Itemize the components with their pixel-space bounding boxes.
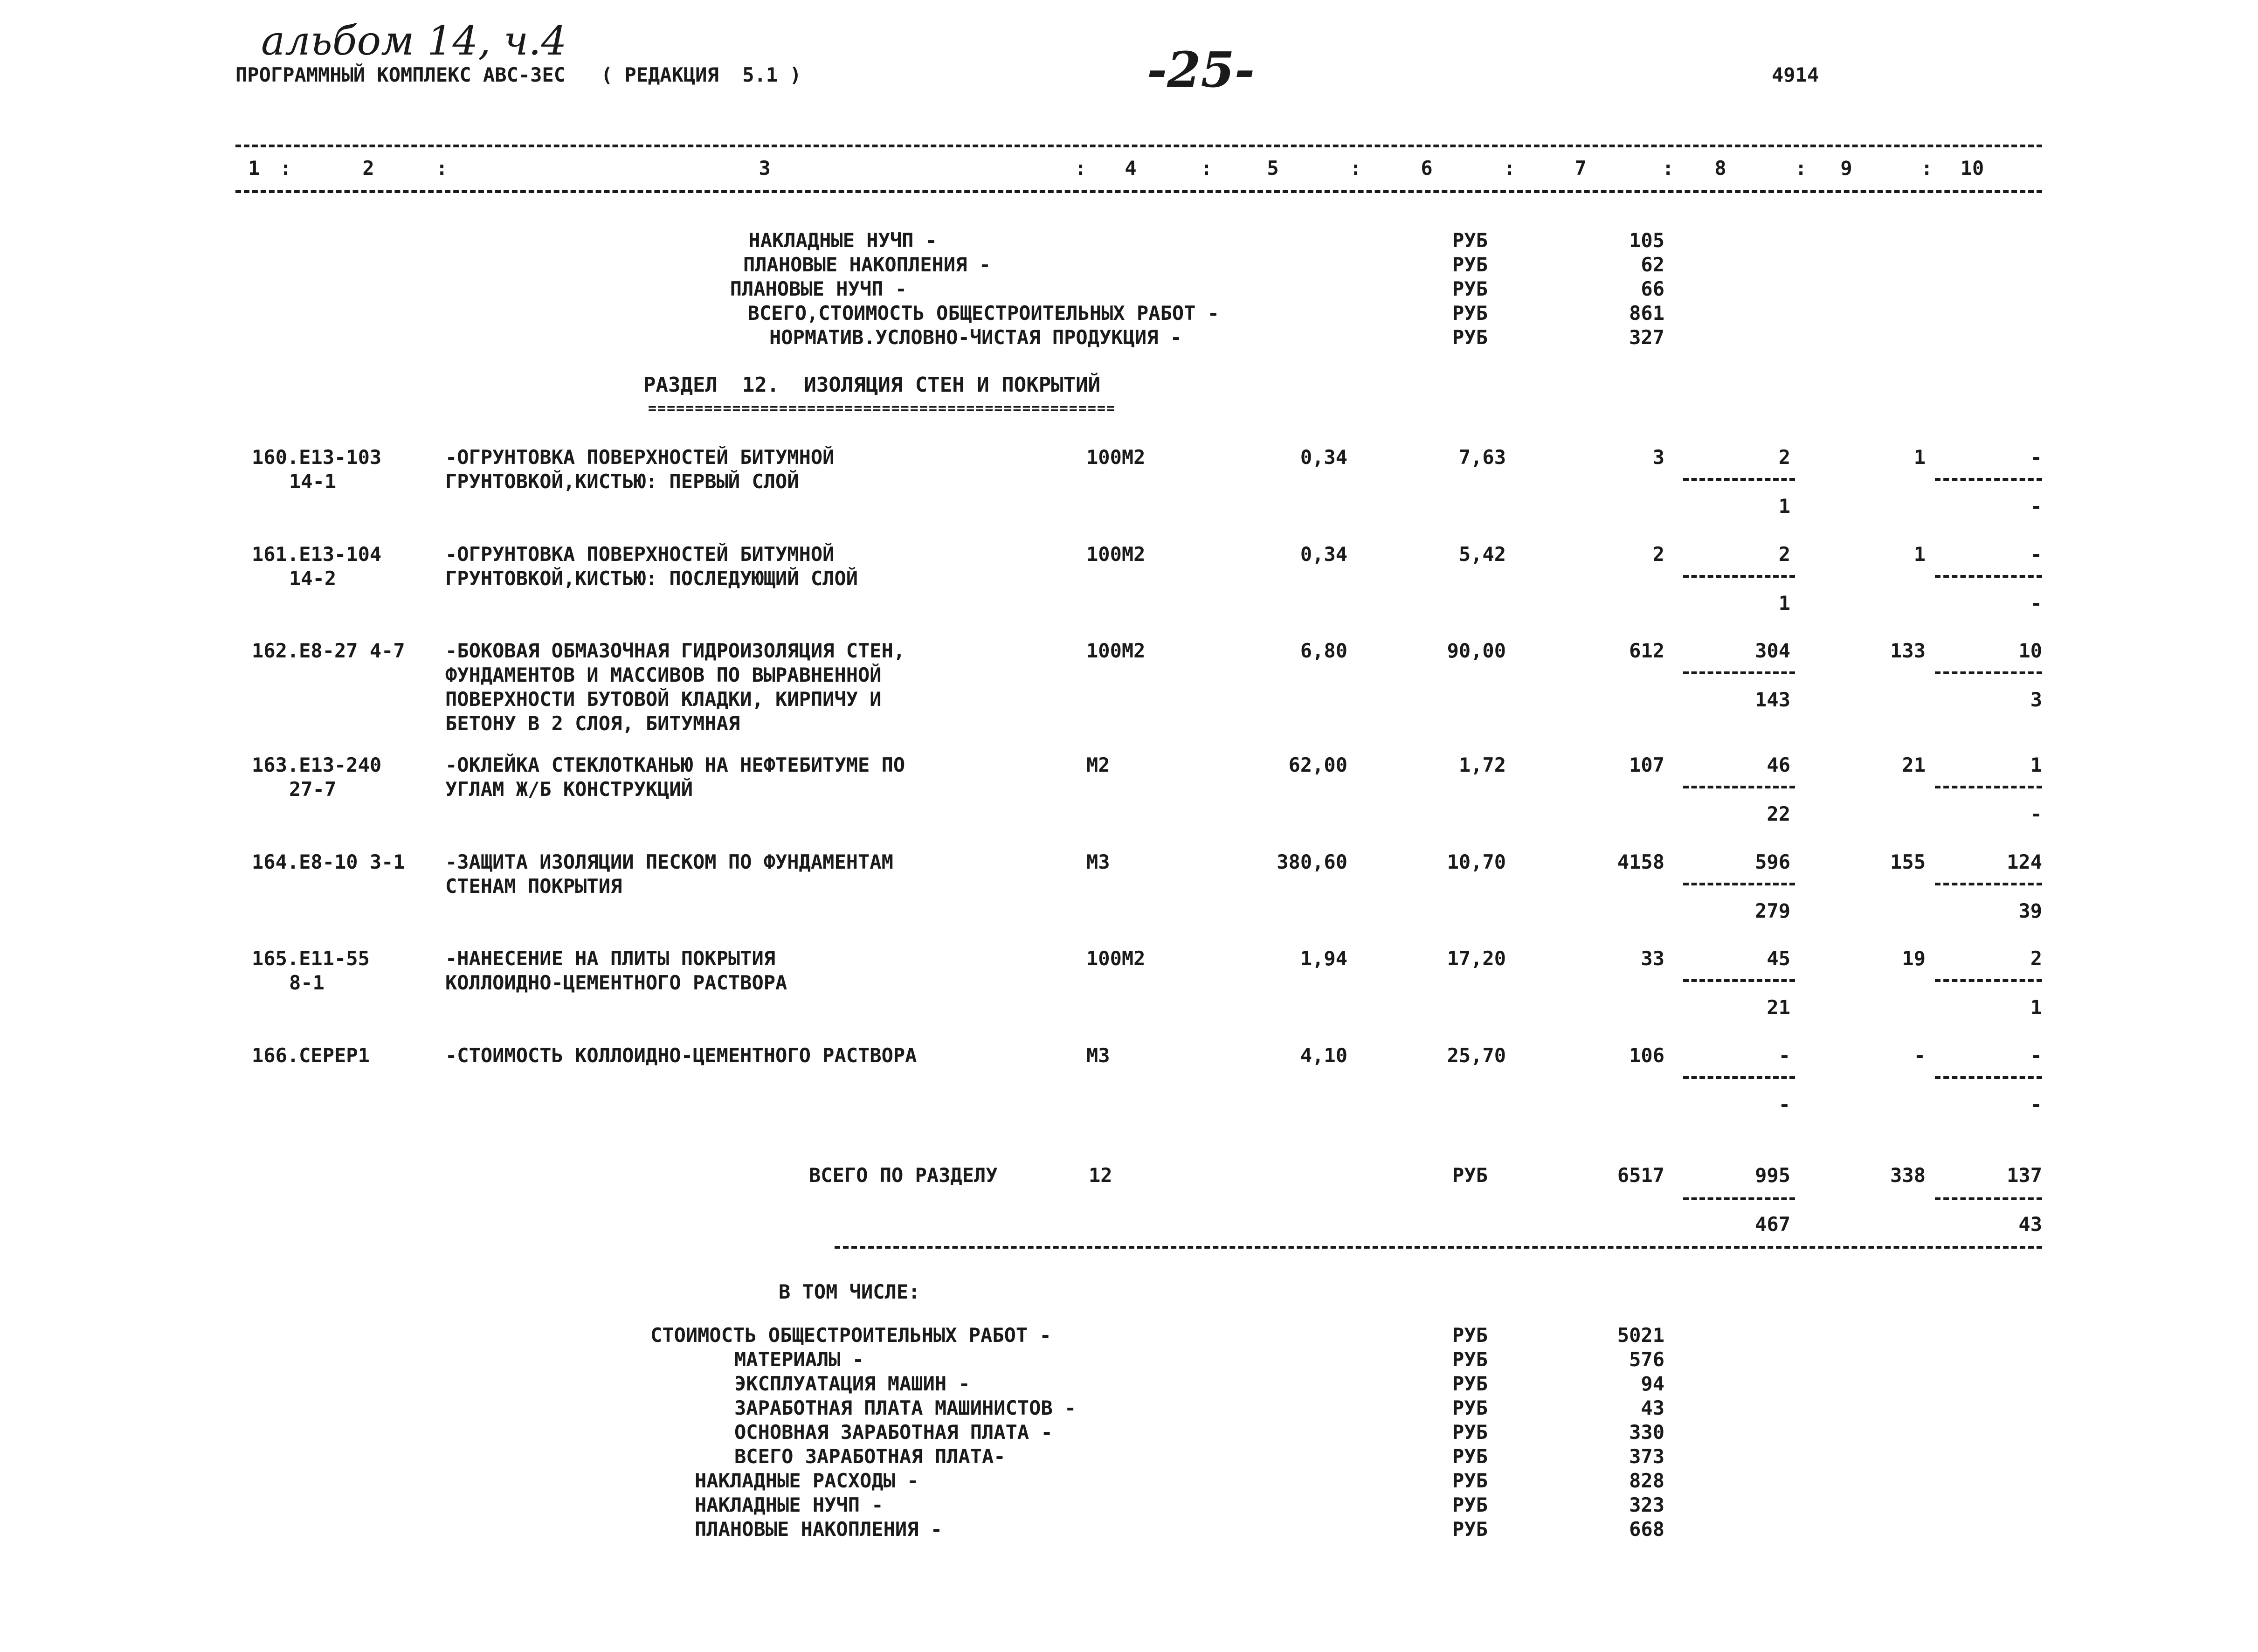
including-value: 323	[1629, 1493, 1664, 1516]
including-value: 576	[1629, 1348, 1664, 1371]
row-col8-top: 46	[1767, 753, 1790, 776]
row-col8-bottom: 21	[1767, 996, 1790, 1019]
including-unit: РУБ	[1452, 1348, 1488, 1371]
fraction-rule	[1683, 575, 1795, 578]
including-unit: РУБ	[1452, 1324, 1488, 1347]
column-separator: :	[1504, 157, 1516, 180]
row-unit-price: 1,72	[1458, 753, 1506, 776]
column-separator: :	[280, 157, 292, 180]
row-col8-top: 2	[1778, 543, 1790, 566]
column-number: 6	[1421, 157, 1433, 180]
row-code-sub: 14-2	[289, 567, 337, 590]
column-separator: :	[1795, 157, 1807, 180]
including-label: ЭКСПЛУАТАЦИЯ МАШИН -	[734, 1372, 970, 1395]
including-label: ЗАРАБОТНАЯ ПЛАТА МАШИНИСТОВ -	[734, 1396, 1077, 1419]
row-code: 161.Е13-104	[252, 543, 382, 566]
row-unit: 100М2	[1086, 446, 1146, 469]
fraction-rule	[1683, 883, 1795, 885]
row-unit-price: 25,70	[1447, 1044, 1506, 1067]
row-col8-top: 2	[1778, 446, 1790, 469]
fraction-rule	[1683, 1076, 1795, 1079]
including-value: 43	[1641, 1396, 1664, 1419]
header-top-rule	[235, 145, 2042, 147]
row-col10-bottom: -	[2030, 592, 2042, 615]
row-col10-top: -	[2030, 543, 2042, 566]
row-description: -СТОИМОСТЬ КОЛЛОИДНО-ЦЕМЕНТНОГО РАСТВОРА	[445, 1044, 917, 1067]
section-total-col10-top: 137	[2007, 1164, 2042, 1187]
row-unit: 100М2	[1086, 947, 1146, 970]
including-label: НАКЛАДНЫЕ РАСХОДЫ -	[695, 1469, 919, 1492]
row-unit-price: 90,00	[1447, 639, 1506, 662]
row-unit-price: 5,42	[1458, 543, 1506, 566]
row-unit-price: 17,20	[1447, 947, 1506, 970]
fraction-rule	[1683, 671, 1795, 674]
fraction-rule	[1935, 1076, 2042, 1079]
row-total: 2	[1652, 543, 1664, 566]
row-unit: М2	[1086, 753, 1110, 776]
row-quantity: 0,34	[1300, 543, 1347, 566]
column-number: 1	[248, 157, 260, 180]
including-value: 668	[1629, 1518, 1664, 1541]
column-separator: :	[1201, 157, 1213, 180]
row-unit: 100М2	[1086, 639, 1146, 662]
row-col10-top: 1	[2030, 753, 2042, 776]
row-description: ПОВЕРХНОСТИ БУТОВОЙ КЛАДКИ, КИРПИЧУ И	[445, 688, 882, 711]
row-col10-bottom: 1	[2030, 996, 2042, 1019]
row-col10-bottom: -	[2030, 1093, 2042, 1116]
row-description: СТЕНАМ ПОКРЫТИЯ	[445, 875, 622, 898]
column-separator: :	[1921, 157, 1933, 180]
including-label: СТОИМОСТЬ ОБЩЕСТРОИТЕЛЬНЫХ РАБОТ -	[650, 1324, 1051, 1347]
fraction-rule	[1935, 575, 2042, 578]
including-unit: РУБ	[1452, 1372, 1488, 1395]
summary-value: 327	[1629, 326, 1664, 349]
row-description: -НАНЕСЕНИЕ НА ПЛИТЫ ПОКРЫТИЯ	[445, 947, 776, 970]
row-code: 160.Е13-103	[252, 446, 382, 469]
row-description: ГРУНТОВКОЙ,КИСТЬЮ: ПОСЛЕДУЮЩИЙ СЛОЙ	[445, 567, 858, 590]
fraction-rule	[1935, 671, 2042, 674]
row-unit-price: 7,63	[1458, 446, 1506, 469]
column-separator: :	[1075, 157, 1087, 180]
column-number: 4	[1125, 157, 1137, 180]
row-quantity: 0,34	[1300, 446, 1347, 469]
summary-value: 861	[1629, 302, 1664, 325]
including-value: 828	[1629, 1469, 1664, 1492]
row-quantity: 380,60	[1277, 850, 1347, 873]
handwritten-album-note: альбом 14, ч.4	[261, 18, 567, 64]
row-col8-bottom: 279	[1755, 899, 1790, 922]
fraction-rule	[1683, 1197, 1795, 1200]
row-code-sub: 14-1	[289, 470, 337, 493]
fraction-rule	[1683, 478, 1795, 481]
column-number: 7	[1574, 157, 1587, 180]
row-col10-bottom: -	[2030, 802, 2042, 825]
row-col10-top: 124	[2007, 850, 2042, 873]
including-label: ПЛАНОВЫЕ НАКОПЛЕНИЯ -	[695, 1518, 943, 1541]
row-col9: 21	[1902, 753, 1926, 776]
row-code: 162.Е8-27 4-7	[252, 639, 405, 662]
row-col10-top: 2	[2030, 947, 2042, 970]
row-total: 4158	[1617, 850, 1664, 873]
row-unit-price: 10,70	[1447, 850, 1506, 873]
row-description: ГРУНТОВКОЙ,КИСТЬЮ: ПЕРВЫЙ СЛОЙ	[445, 470, 799, 493]
row-col8-top: -	[1778, 1044, 1790, 1067]
section-total-col10-bottom: 43	[2018, 1213, 2042, 1236]
row-description: КОЛЛОИДНО-ЦЕМЕНТНОГО РАСТВОРА	[445, 971, 787, 994]
row-col8-bottom: 1	[1778, 495, 1790, 518]
row-col9: 155	[1890, 850, 1926, 873]
row-code: 164.Е8-10 3-1	[252, 850, 405, 873]
including-value: 5021	[1617, 1324, 1664, 1347]
row-col8-bottom: 1	[1778, 592, 1790, 615]
including-value: 94	[1641, 1372, 1664, 1395]
section-total-number: 12	[1089, 1164, 1112, 1187]
column-separator: :	[1350, 157, 1362, 180]
including-label: НАКЛАДНЫЕ НУЧП -	[695, 1493, 884, 1516]
including-unit: РУБ	[1452, 1469, 1488, 1492]
row-unit: М3	[1086, 1044, 1110, 1067]
fraction-rule	[1683, 979, 1795, 982]
row-code: 165.Е11-55	[252, 947, 370, 970]
row-unit: 100М2	[1086, 543, 1146, 566]
column-number: 9	[1840, 157, 1852, 180]
section-total-col8-bottom: 467	[1755, 1213, 1790, 1236]
fraction-rule	[1935, 883, 2042, 885]
row-description: -ЗАЩИТА ИЗОЛЯЦИИ ПЕСКОМ ПО ФУНДАМЕНТАМ	[445, 850, 893, 873]
summary-unit: РУБ	[1452, 229, 1488, 252]
section-title: РАЗДЕЛ 12. ИЗОЛЯЦИЯ СТЕН И ПОКРЫТИЙ	[643, 373, 1101, 397]
row-code-sub: 27-7	[289, 778, 337, 801]
fraction-rule	[1935, 1197, 2042, 1200]
including-unit: РУБ	[1452, 1396, 1488, 1419]
row-col8-top: 596	[1755, 850, 1790, 873]
row-quantity: 62,00	[1288, 753, 1347, 776]
header-bottom-rule	[235, 190, 2042, 193]
fraction-rule	[1935, 979, 2042, 982]
summary-value: 66	[1641, 277, 1664, 300]
row-col9: 19	[1902, 947, 1926, 970]
row-total: 612	[1629, 639, 1664, 662]
including-value: 373	[1629, 1445, 1664, 1468]
column-number: 10	[1960, 157, 1984, 180]
including-unit: РУБ	[1452, 1445, 1488, 1468]
row-unit: М3	[1086, 850, 1110, 873]
row-col9: 1	[1913, 446, 1926, 469]
including-label: ВСЕГО ЗАРАБОТНАЯ ПЛАТА-	[734, 1445, 1006, 1468]
row-quantity: 6,80	[1300, 639, 1347, 662]
section-underline: ==================================================	[648, 402, 1116, 416]
fraction-rule	[1935, 478, 2042, 481]
including-unit: РУБ	[1452, 1493, 1488, 1516]
including-label: МАТЕРИАЛЫ -	[734, 1348, 864, 1371]
summary-unit: РУБ	[1452, 302, 1488, 325]
row-total: 33	[1641, 947, 1664, 970]
column-separator: :	[436, 157, 448, 180]
row-col9: -	[1913, 1044, 1926, 1067]
row-code: 163.Е13-240	[252, 753, 382, 776]
fraction-rule	[1683, 786, 1795, 788]
row-col10-bottom: -	[2030, 495, 2042, 518]
including-value: 330	[1629, 1421, 1664, 1444]
row-total: 106	[1629, 1044, 1664, 1067]
row-col10-top: -	[2030, 1044, 2042, 1067]
row-description: -БОКОВАЯ ОБМАЗОЧНАЯ ГИДРОИЗОЛЯЦИЯ СТЕН,	[445, 639, 905, 662]
including-unit: РУБ	[1452, 1421, 1488, 1444]
row-quantity: 4,10	[1300, 1044, 1347, 1067]
column-number: 2	[362, 157, 374, 180]
column-number: 5	[1267, 157, 1279, 180]
summary-value: 105	[1629, 229, 1664, 252]
row-col10-top: -	[2030, 446, 2042, 469]
column-number: 3	[759, 157, 771, 180]
row-col9: 133	[1890, 639, 1926, 662]
row-total: 107	[1629, 753, 1664, 776]
document-code: 4914	[1772, 63, 1819, 86]
summary-unit: РУБ	[1452, 277, 1488, 300]
row-col9: 1	[1913, 543, 1926, 566]
row-code: 166.СЕРЕР1	[252, 1044, 370, 1067]
row-description: ФУНДАМЕНТОВ И МАССИВОВ ПО ВЫРАВНЕННОЙ	[445, 664, 882, 686]
section-total-rule	[835, 1246, 2042, 1249]
row-description: -ОКЛЕЙКА СТЕКЛОТКАНЬЮ НА НЕФТЕБИТУМЕ ПО	[445, 753, 905, 776]
row-col10-top: 10	[2018, 639, 2042, 662]
row-description: БЕТОНУ В 2 СЛОЯ, БИТУМНАЯ	[445, 712, 740, 735]
page-number: -25-	[1147, 41, 1255, 98]
section-total-col9: 338	[1890, 1164, 1926, 1187]
summary-label: ВСЕГО,СТОИМОСТЬ ОБЩЕСТРОИТЕЛЬНЫХ РАБОТ -	[747, 302, 1219, 325]
row-col8-bottom: 143	[1755, 688, 1790, 711]
row-code-sub: 8-1	[289, 971, 325, 994]
program-title: ПРОГРАММНЫЙ КОМПЛЕКС АВС-3ЕС ( РЕДАКЦИЯ 5.1 )	[235, 63, 801, 86]
fraction-rule	[1935, 786, 2042, 788]
row-col8-top: 304	[1755, 639, 1790, 662]
row-quantity: 1,94	[1300, 947, 1347, 970]
summary-unit: РУБ	[1452, 326, 1488, 349]
row-description: УГЛАМ Ж/Б КОНСТРУКЦИЙ	[445, 778, 693, 801]
section-total-col7: 6517	[1617, 1164, 1664, 1187]
summary-label: ПЛАНОВЫЕ НУЧП -	[730, 277, 907, 300]
summary-value: 62	[1641, 253, 1664, 276]
row-col8-bottom: -	[1778, 1093, 1790, 1116]
including-title: В ТОМ ЧИСЛЕ:	[779, 1280, 920, 1303]
section-total-col8-top: 995	[1755, 1164, 1790, 1187]
column-number: 8	[1714, 157, 1726, 180]
section-total-label: ВСЕГО ПО РАЗДЕЛУ	[809, 1164, 998, 1187]
row-description: -ОГРУНТОВКА ПОВЕРХНОСТЕЙ БИТУМНОЙ	[445, 446, 835, 469]
summary-unit: РУБ	[1452, 253, 1488, 276]
section-total-unit: РУБ	[1452, 1164, 1488, 1187]
including-unit: РУБ	[1452, 1518, 1488, 1541]
row-col8-bottom: 22	[1767, 802, 1790, 825]
summary-label: НАКЛАДНЫЕ НУЧП -	[748, 229, 937, 252]
row-description: -ОГРУНТОВКА ПОВЕРХНОСТЕЙ БИТУМНОЙ	[445, 543, 835, 566]
summary-label: ПЛАНОВЫЕ НАКОПЛЕНИЯ -	[743, 253, 991, 276]
including-label: ОСНОВНАЯ ЗАРАБОТНАЯ ПЛАТА -	[734, 1421, 1053, 1444]
row-total: 3	[1652, 446, 1664, 469]
column-separator: :	[1662, 157, 1674, 180]
summary-label: НОРМАТИВ.УСЛОВНО-ЧИСТАЯ ПРОДУКЦИЯ -	[769, 326, 1182, 349]
row-col10-bottom: 39	[2018, 899, 2042, 922]
row-col8-top: 45	[1767, 947, 1790, 970]
row-col10-bottom: 3	[2030, 688, 2042, 711]
